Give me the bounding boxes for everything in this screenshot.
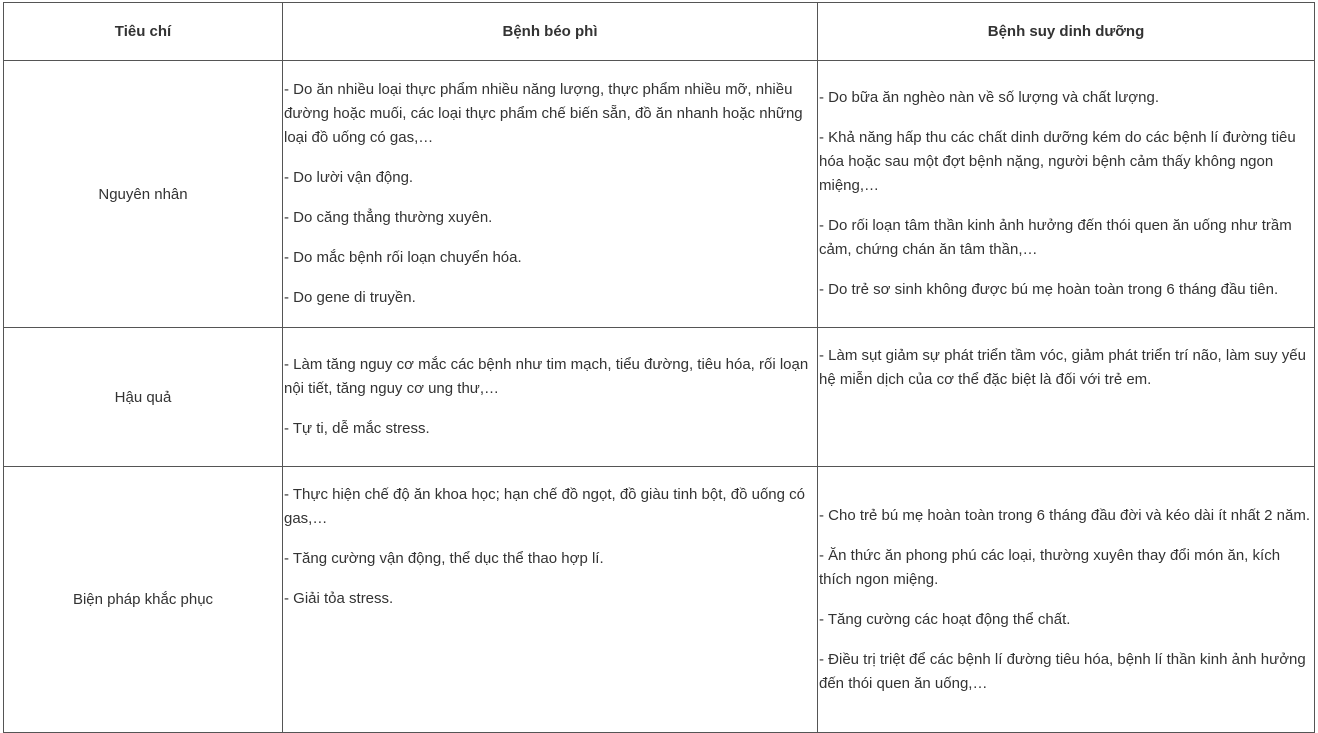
table-row-remedies xyxy=(4,467,1315,733)
table-row-consequences xyxy=(4,328,1315,467)
list-item: - Ăn thức ăn phong phú các loại, thường xuyên thay đổi món ăn, kích thích ngon miệng. xyxy=(819,546,1281,588)
malnutrition-consequences-cell xyxy=(818,328,1315,467)
list-item: - Do căng thẳng thường xuyên. xyxy=(284,209,493,226)
header-criterion: Tiêu chí xyxy=(4,3,283,61)
obesity-causes-cell xyxy=(283,61,818,328)
header-malnutrition: Bệnh suy dinh dưỡng xyxy=(818,3,1315,61)
obesity-remedies-cell xyxy=(283,467,818,733)
criterion-cell: Nguyên nhân xyxy=(4,61,283,328)
list-item: - Tự ti, dễ mắc stress. xyxy=(284,420,430,437)
header-row xyxy=(4,3,1315,61)
list-item: - Do rối loạn tâm thần kinh ảnh hưởng đến thói quen ăn uống như trầm cảm, chứng chán ăn tâm thần,… xyxy=(819,217,1292,258)
table-row-causes xyxy=(4,61,1315,328)
list-item: - Do mắc bệnh rối loạn chuyển hóa. xyxy=(284,249,522,266)
obesity-consequences-cell xyxy=(283,328,818,467)
criterion-cell: Biện pháp khắc phục xyxy=(4,467,283,733)
list-item: - Tăng cường vận động, thể dục thể thao hợp lí. xyxy=(284,550,604,567)
list-item: - Do lười vận động. xyxy=(284,169,414,186)
list-item: - Cho trẻ bú mẹ hoàn toàn trong 6 tháng đầu đời và kéo dài ít nhất 2 năm. xyxy=(819,506,1310,524)
list-item: - Thực hiện chế độ ăn khoa học; hạn chế đồ ngọt, đồ giàu tinh bột, đồ uống có gas,… xyxy=(284,486,805,527)
criterion-cell: Hậu quả xyxy=(4,328,283,467)
list-item: - Tăng cường các hoạt động thể chất. xyxy=(819,610,1071,628)
list-item: - Làm tăng nguy cơ mắc các bệnh như tim mạch, tiểu đường, tiêu hóa, rối loạn nội tiết, tăng nguy cơ ung thư,… xyxy=(284,356,809,397)
list-item: - Do gene di truyền. xyxy=(284,289,416,306)
comparison-table xyxy=(3,2,1315,733)
list-item: - Do trẻ sơ sinh không được bú mẹ hoàn toàn trong 6 tháng đầu tiên. xyxy=(819,281,1279,298)
list-item: - Do ăn nhiều loại thực phẩm nhiều năng lượng, thực phẩm nhiều mỡ, nhiều đường hoặc muối, các loại thực phẩm chế biến sẵn, đồ ăn nhanh hoặc những loại đồ uống có gas,… xyxy=(284,81,803,146)
malnutrition-causes-cell xyxy=(818,61,1315,328)
list-item: - Điều trị triệt để các bệnh lí đường tiêu hóa, bệnh lí thần kinh ảnh hưởng đến thói quen ăn uống,… xyxy=(819,650,1306,692)
list-item: - Giải tỏa stress. xyxy=(284,590,394,607)
list-item: - Làm sụt giảm sự phát triển tầm vóc, giảm phát triển trí não, làm suy yếu hệ miễn dịch của cơ thể đặc biệt là đối với trẻ em. xyxy=(819,347,1306,388)
list-item: - Do bữa ăn nghèo nàn về số lượng và chất lượng. xyxy=(819,89,1159,106)
list-item: - Khả năng hấp thu các chất dinh dưỡng kém do các bệnh lí đường tiêu hóa hoặc sau một đợt bệnh nặng, người bệnh cảm thấy không ngon miệng,… xyxy=(819,129,1296,194)
comparison-table-container xyxy=(3,2,1314,698)
malnutrition-remedies-cell xyxy=(818,467,1315,733)
header-obesity: Bệnh béo phì xyxy=(283,3,818,61)
